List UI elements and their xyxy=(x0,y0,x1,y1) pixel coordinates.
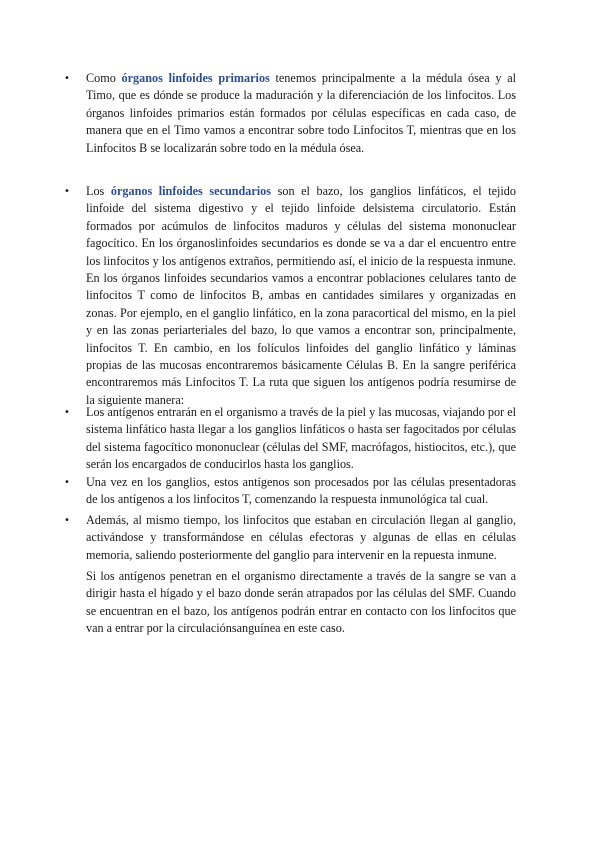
bullet-marker: • xyxy=(64,515,70,526)
paragraph-closing xyxy=(86,568,516,638)
bullet-marker: • xyxy=(64,407,70,418)
list-item-text: Los antígenos entrarán en el organismo a través de la piel y las mucosas, viajando por el sistema linfático hasta llegar a los ganglios linfáticos o hasta ser fagocitados por células del sistema fagocítico mononuclear (células del SMF, macrófagos, histiocitos, etc.), que serán los encargados de conducirlos hasta los ganglios. xyxy=(86,405,516,472)
text-post: son el bazo, los ganglios linfáticos, el tejido linfoide del sistema digestivo y el tejido linfoide delsistema circulatorio. Están formados por acúmulos de linfocitos maduros y células del sistema mononuclear fagocítico. En los órganoslinfoides secundarios es donde se va a dar el encuentro entre los linfocitos y los antígenos extraños, permitiendo así, el inicio de la respuesta inmune. En los órganos linfoides secundarios vamos a encontrar poblaciones celulares tanto de linfocitos T como de linfocitos B, ambas en cantidades similares y organizadas en zonas. Por ejemplo, en el ganglio linfático, en la zona paracortical del mismo, en la piel y en las zonas periarteriales del bazo, lo que vamos a encontrar son, principalmente, linfocitos T. En cambio, en los folículos linfoides del ganglio linfático y láminas propias de las mucosas encontraremos básicamente Células B. En la sangre periférica encontraremos más Linfocitos T. La ruta que siguen los antígenos podría resumirse de la siguiente manera: xyxy=(86,184,516,407)
list-item-text: Una vez en los ganglios, estos antígenos son procesados por las células presentadoras de los antígenos a los linfocitos T, comenzando la respuesta inmunológica tal cual. xyxy=(86,475,516,507)
list-item-text: Además, al mismo tiempo, los linfocitos que estaban en circulación llegan al ganglio, activándose y transformándose en células efectoras y algunas de ellas en células memoria, saliendo posteriormente del ganglio para intervenir en la repuesta inmune. xyxy=(86,513,516,562)
highlight-term-secondary: órganos linfoides secundarios xyxy=(110,184,272,198)
highlight-term-primary: órganos linfoides primarios xyxy=(121,71,270,85)
closing-text: Si los antígenos penetran en el organismo directamente a través de la sangre se van a dirigir hasta el hígado y el bazo donde serán atrapados por las células del SMF. Cuando se encuentran en el bazo, los antígenos podrán entrar en contacto con los linfocitos que van a entrar por la circulaciónsanguínea en este caso. xyxy=(86,569,516,636)
text-pre: Los xyxy=(86,184,111,198)
paragraph-secondary-organs xyxy=(64,183,516,409)
list-item-antigen-entry xyxy=(64,404,516,474)
bullet-marker: • xyxy=(64,186,70,197)
text-post: tenemos principalmente a la médula ósea y al Timo, que es dónde se produce la maduración y la diferenciación de los linfocitos. Los órganos linfoides primarios están formados por células específicas en cada caso, de manera que en el Timo vamos a encontrar sobre todo Linfocitos T, mientras que en los Linfocitos B se localizarán sobre todo en la médula ósea. xyxy=(86,71,516,155)
bullet-marker: • xyxy=(64,477,70,488)
text-pre: Como xyxy=(86,71,122,85)
list-item-lymphocyte-activation xyxy=(64,512,516,564)
list-item-antigen-processing xyxy=(64,474,516,509)
paragraph-primary-organs xyxy=(64,70,516,157)
bullet-marker: • xyxy=(64,73,70,84)
